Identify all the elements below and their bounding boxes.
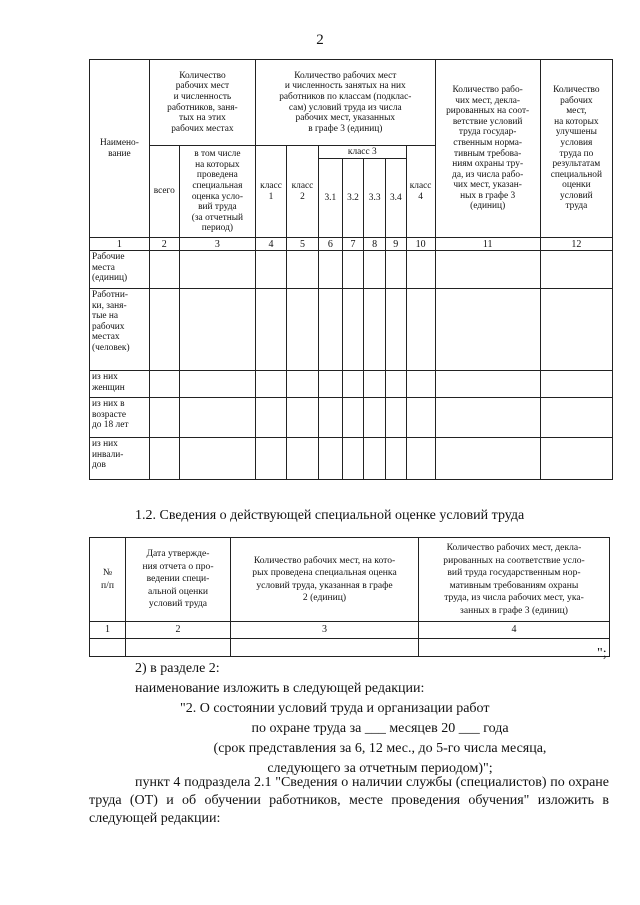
amendment-instruction: наименование изложить в следующей редакции:: [135, 681, 425, 696]
col-number: 4: [256, 238, 287, 251]
new-title-line-4: следующего за отчетным периодом)";: [267, 761, 493, 776]
col-number: 8: [364, 238, 386, 251]
header-sub-3-1: 3.1: [318, 159, 342, 238]
header-workplace-count: Количество рабочих мест и численность работников, заня- тых на этих рабочих местах: [149, 60, 255, 146]
page-number: 2: [316, 32, 324, 48]
header-including: в том числе на которых проведена специальная оценка усло- вий труда (за отчетный период): [179, 146, 255, 238]
header-sub-3-3: 3.3: [364, 159, 386, 238]
header-approval-date: Дата утвержде- ния отчета о про- ведении специ- альной оценки условий труда: [126, 538, 231, 622]
new-title-line-2: по охране труда за ___ месяцев 20 ___ года: [251, 721, 509, 736]
table-row: [90, 289, 613, 371]
header-sub-3-2: 3.2: [342, 159, 364, 238]
header-class-4: класс 4: [406, 146, 435, 238]
table-row: [90, 639, 610, 657]
row-label: из них инвали- дов: [90, 438, 150, 480]
table-row: [90, 438, 613, 480]
header-class-3: класс 3: [318, 146, 406, 159]
col-number: 9: [385, 238, 406, 251]
col-number: 1: [90, 622, 126, 639]
table-row: [90, 398, 613, 438]
col-number: 1: [90, 238, 150, 251]
row-label: из них женщин: [90, 371, 150, 398]
header-class-1: класс 1: [256, 146, 287, 238]
col-number: 2: [149, 238, 179, 251]
row-label: Работни- ки, заня- тые на рабочих местах (человек): [90, 289, 150, 371]
header-declared: Количество рабо- чих мест, декла- рированных на соот- ветствие условий труда государ- ственным норма- тивным требова- ниям охраны тру- да, из числа рабо- чих мест, указан- ных в графе 3 (единиц): [435, 60, 540, 238]
table-row: [90, 371, 613, 398]
col-number: 6: [318, 238, 342, 251]
col-number: 4: [419, 622, 610, 639]
amendment-item: 2) в разделе 2:: [135, 661, 220, 676]
header-class-2: класс 2: [286, 146, 318, 238]
header-declared-workplaces: Количество рабочих мест, декла- рированных на соответствие усло- вий труда государственным нор- мативным требованиям охраны труда, из числа рабочих мест, ука- занных в графе 3 (единиц): [419, 538, 610, 622]
col-number: 11: [435, 238, 540, 251]
col-number: 3: [231, 622, 419, 639]
col-number: 7: [342, 238, 364, 251]
row-label: из них в возрасте до 18 лет: [90, 398, 150, 438]
header-number: № п/п: [90, 538, 126, 622]
header-classes: Количество рабочих мест и численность занятых на них работников по классам (подклас- сам) условий труда из числа рабочих мест, указанных в графе 3 (единиц): [256, 60, 436, 146]
header-sub-3-4: 3.4: [385, 159, 406, 238]
header-total: всего: [149, 146, 179, 238]
header-name: Наимено- вание: [90, 60, 150, 238]
col-number: 12: [540, 238, 612, 251]
section-title-1-2: 1.2. Сведения о действующей специальной оценке условий труда: [135, 508, 525, 523]
header-improved: Количество рабочих мест, на которых улучшены условия труда по результатам специальной оценки условий труда: [540, 60, 612, 238]
col-number: 2: [126, 622, 231, 639]
row-label: Рабочие места (единиц): [90, 251, 150, 289]
closing-quote: ";: [597, 646, 607, 661]
new-title-line-3: (срок представления за 6, 12 мес., до 5-го числа месяца,: [213, 741, 547, 756]
amendment-paragraph: пункт 4 подраздела 2.1 "Сведения о наличии службы (специалистов) по охране труда (ОТ) и об обучении работников, месте проведения обучения" изложить в следующей редакции:: [89, 775, 609, 826]
col-number: 3: [179, 238, 255, 251]
col-number: 10: [406, 238, 435, 251]
header-assessed-workplaces: Количество рабочих мест, на кото- рых проведена специальная оценка условий труда, указанная в графе 2 (единиц): [231, 538, 419, 622]
table-row: [90, 251, 613, 289]
special-assessment-table: [89, 537, 610, 657]
col-number: 5: [286, 238, 318, 251]
new-title-line-1: "2. О состоянии условий труда и организации работ: [180, 701, 490, 716]
workplaces-table: [89, 59, 613, 480]
